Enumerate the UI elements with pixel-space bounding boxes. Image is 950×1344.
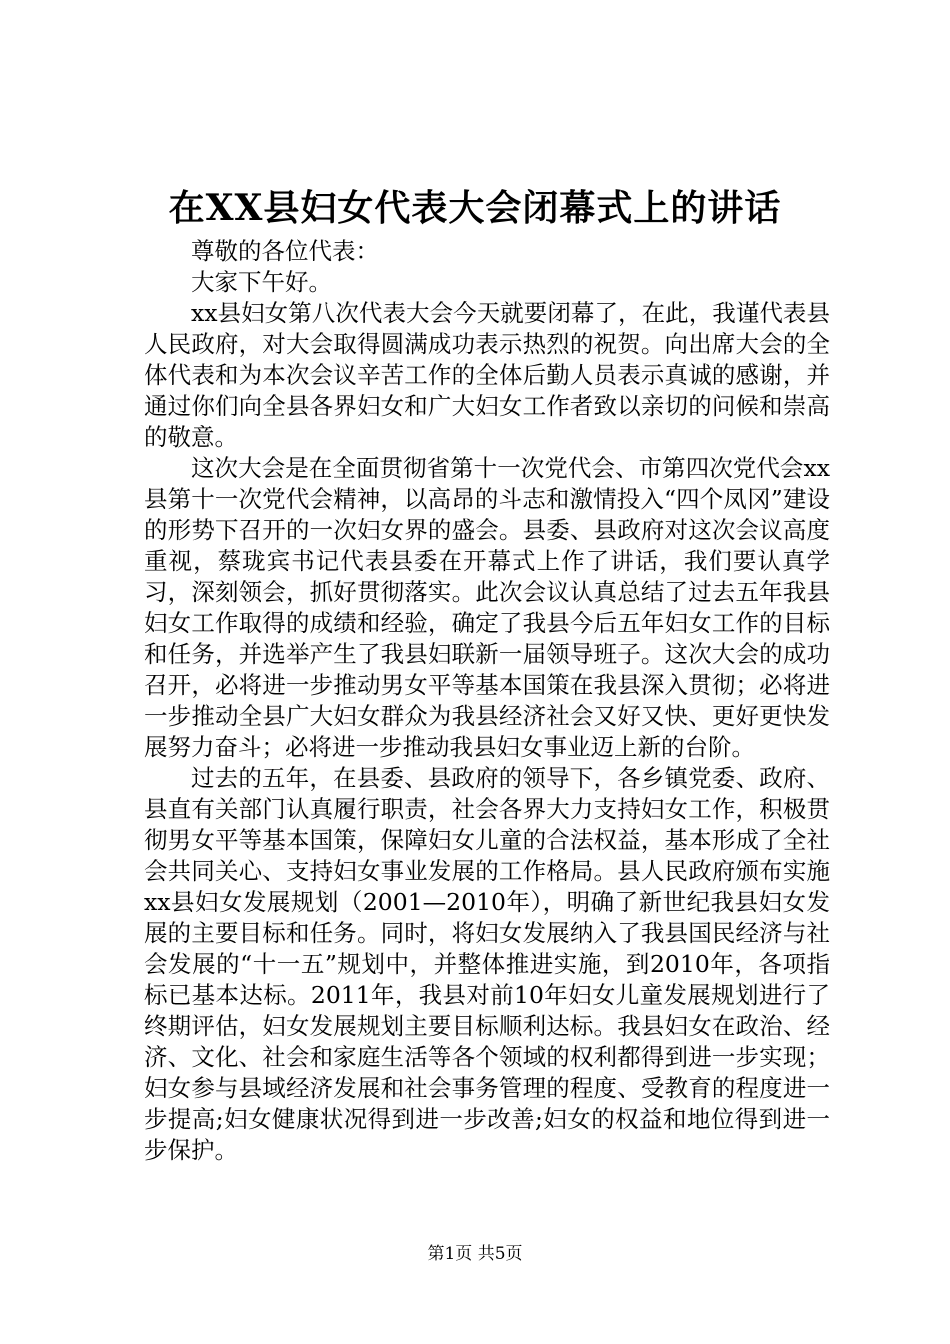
- paragraph-opening: xx县妇女第八次代表大会今天就要闭幕了，在此，我谨代表县人民政府，对大会取得圆满成功表示热烈的祝贺。向出席大会的全体代表和为本次会议辛苦工作的全体后勤人员表示真诚的感谢，并通过你们向全县各界妇女和广大妇女工作者致以亲切的问候和崇高的敬意。: [144, 299, 830, 451]
- salutation: 尊敬的各位代表：: [191, 237, 379, 265]
- paragraph-past-five-years: 过去的五年，在县委、县政府的领导下，各乡镇党委、政府、县直有关部门认真履行职责，社会各界大力支持妇女工作，积极贯彻男女平等基本国策，保障妇女儿童的合法权益，基本形成了全社会共同关心、支持妇女事业发展的工作格局。县人民政府颁布实施xx县妇女发展规划（2001—2010年），明确了新世纪我县妇女发展的主要目标和任务。同时，将妇女发展纳入了我县国民经济与社会发展的“十一五”规划中，并整体推进实施，到2010年，各项指标已基本达标。2011年，我县对前10年妇女儿童发展规划进行了终期评估，妇女发展规划主要目标顺利达标。我县妇女在政治、经济、文化、社会和家庭生活等各个领域的权利都得到进一步实现；妇女参与县域经济发展和社会事务管理的程度、受教育的程度进一步提高;妇女健康状况得到进一步改善;妇女的权益和地位得到进一步保护。: [144, 764, 830, 1164]
- page-footer: 第1页 共5页: [427, 1244, 523, 1264]
- paragraph-conference: 这次大会是在全面贯彻省第十一次党代会、市第四次党代会xx县第十一次党代会精神，以高昂的斗志和激情投入“四个凤冈”建设的形势下召开的一次妇女界的盛会。县委、县政府对这次会议高度重视，蔡珑宾书记代表县委在开幕式上作了讲话，我们要认真学习，深刻领会，抓好贯彻落实。此次会议认真总结了过去五年我县妇女工作取得的成绩和经验，确定了我县今后五年妇女工作的目标和任务，并选举产生了我县妇联新一届领导班子。这次大会的成功召开，必将进一步推动男女平等基本国策在我县深入贯彻；必将进一步推动全县广大妇女群众为我县经济社会又好又快、更好更快发展努力奋斗；必将进一步推动我县妇女事业迈上新的台阶。: [144, 454, 830, 761]
- document-title: 在XX县妇女代表大会闭幕式上的讲话: [168, 187, 782, 229]
- greeting: 大家下午好。: [191, 268, 332, 296]
- document-body: [144, 236, 830, 1166]
